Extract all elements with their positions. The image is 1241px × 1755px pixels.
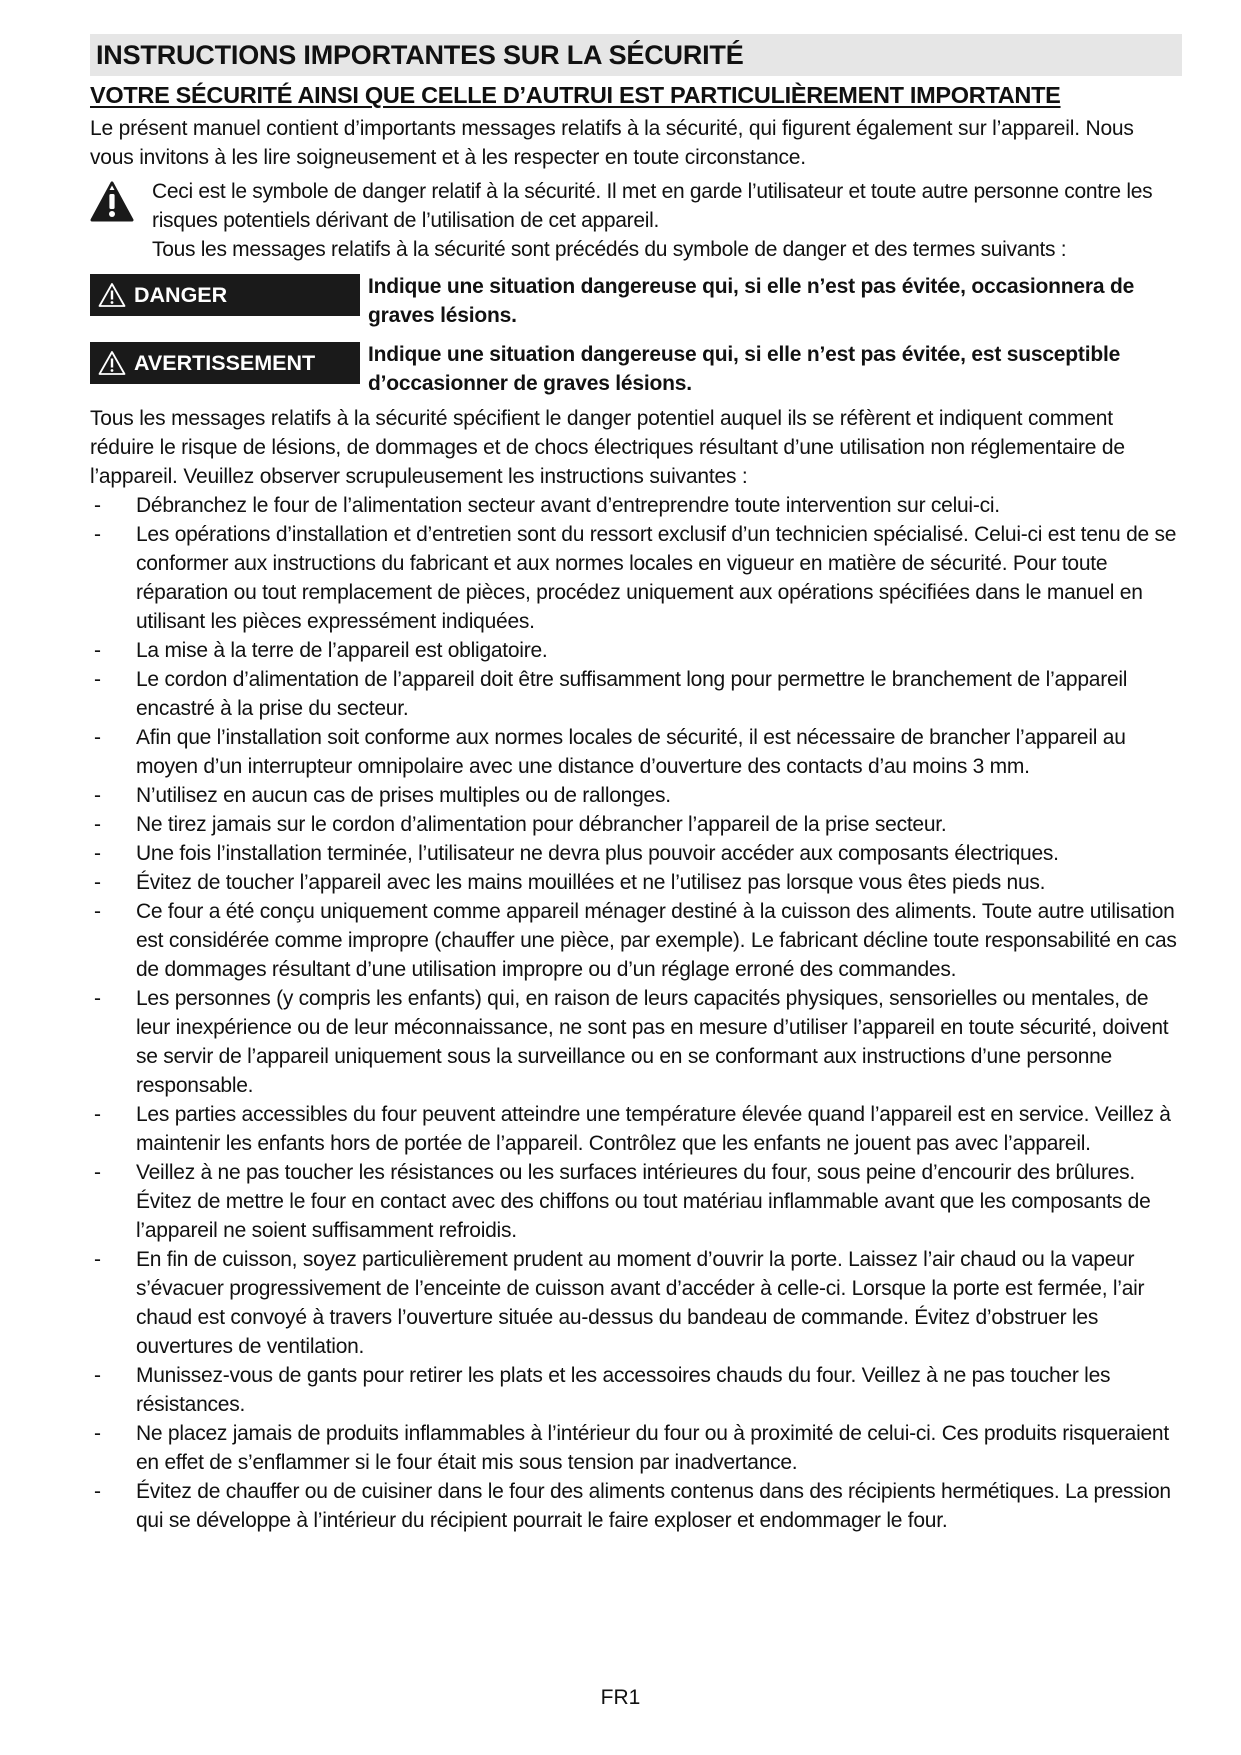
list-item: - Évitez de toucher l’appareil avec les mains mouillées et ne l’utilisez pas lorsque vous êtes pieds nus. [94, 871, 1046, 894]
list-item: - En fin de cuisson, soyez particulièrement prudent au moment d’ouvrir la porte. Laissez l’air chaud ou la vapeur s’évacuer progressivement de l’enceinte de cuisson avant d’accéder à celle-ci. Lorsque la porte est fermée, l’air chaud est convoyé à travers l’ouverture située au-dessus du bandeau de commande. Évitez d’obstruer les ouvertures de ventilation. [94, 1248, 1145, 1358]
list-item: - Une fois l’installation terminée, l’utilisateur ne devra plus pouvoir accéder aux composants électriques. [94, 842, 1059, 865]
rules-intro-paragraph: Tous les messages relatifs à la sécurité spécifient le danger potentiel auquel ils se réfèrent et indiquent comment réduire le risque de lésions, de dommages et de chocs électriques résultant d’une utilisation non réglementaire de l’appareil. Veuillez observer scrupuleusement les instructions suivantes : [90, 407, 1125, 488]
warning-description: Indique une situation dangereuse qui, si elle n’est pas évitée, est susceptible d’occasionner de graves lésions. [368, 343, 1121, 395]
danger-label [90, 274, 360, 316]
warning-triangle-icon [90, 177, 152, 264]
list-item: - Munissez-vous de gants pour retirer les plats et les accessoires chauds du four. Veillez à ne pas toucher les résistances. [94, 1364, 1111, 1416]
list-item: - Les opérations d’installation et d’entretien sont du ressort exclusif d’un technicien spécialisé. Celui-ci est tenu de se conformer aux instructions du fabricant et aux normes locales en vigueur en matière de sécurité. Pour toute réparation ou tout remplacement de pièces, procédez uniquement aux opérations spécifiées dans le manuel en utilisant les pièces expressément indiquées. [94, 523, 1177, 633]
list-item: - Débranchez le four de l’alimentation secteur avant d’entreprendre toute intervention sur celui-ci. [94, 494, 1000, 517]
list-item: - Les parties accessibles du four peuvent atteindre une température élevée quand l’appareil est en service. Veillez à maintenir les enfants hors de portée de l’appareil. Contrôlez que les enfants ne jouent pas avec l’appareil. [94, 1103, 1171, 1155]
list-item: - N’utilisez en aucun cas de prises multiples ou de rallonges. [94, 784, 671, 807]
section-subtitle: VOTRE SÉCURITÉ AINSI QUE CELLE D’AUTRUI EST PARTICULIÈREMENT IMPORTANTE [90, 82, 1061, 108]
list-item: - Le cordon d’alimentation de l’appareil doit être suffisamment long pour permettre le branchement de l’appareil encastré à la prise du secteur. [94, 668, 1128, 720]
list-item: - Évitez de chauffer ou de cuisiner dans le four des aliments contenus dans des récipients hermétiques. La pression qui se développe à l’intérieur du récipient pourrait le faire exploser et endommager le four. [94, 1480, 1171, 1532]
warning-label [90, 342, 360, 384]
signal-row-danger [90, 272, 1182, 330]
list-item: - Ce four a été conçu uniquement comme appareil ménager destiné à la cuisson des aliments. Toute autre utilisation est considérée comme impropre (chauffer une pièce, par exemple). Le fabricant décline toute responsabilité en cas de dommages résultant d’une utilisation impropre ou d’un réglage erroné des commandes. [94, 900, 1177, 981]
signal-words-intro: Tous les messages relatifs à la sécurité sont précédés du symbole de danger et des termes suivants : [152, 238, 1067, 261]
page-number: FR1 [600, 1686, 641, 1709]
warning-triangle-outline-icon [98, 350, 126, 376]
list-item: - Les personnes (y compris les enfants) qui, en raison de leurs capacités physiques, sensorielles ou mentales, de leur inexpérience ou de leur méconnaissance, ne sont pas en mesure d’utiliser l’appareil en toute sécurité, doivent se servir de l’appareil uniquement sous la surveillance ou en se conformant aux instructions d’une personne responsable. [94, 987, 1169, 1097]
warning-label-text: AVERTISSEMENT [134, 350, 316, 375]
danger-symbol-block [90, 177, 1182, 264]
symbol-description: Ceci est le symbole de danger relatif à la sécurité. Il met en garde l’utilisateur et toute autre personne contre les risques potentiels dérivant de l’utilisation de cet appareil. [152, 180, 1153, 232]
page-title: INSTRUCTIONS IMPORTANTES SUR LA SÉCURITÉ [90, 34, 1182, 76]
safety-instructions-list [90, 491, 1182, 1535]
document-page [90, 34, 1182, 1535]
signal-row-warning [90, 340, 1182, 398]
list-item: - La mise à la terre de l’appareil est obligatoire. [94, 639, 548, 662]
danger-symbol-explanation [152, 177, 1182, 264]
list-item: - Ne tirez jamais sur le cordon d’alimentation pour débrancher l’appareil de la prise secteur. [94, 813, 947, 836]
list-item: - Afin que l’installation soit conforme aux normes locales de sécurité, il est nécessaire de brancher l’appareil au moyen d’un interrupteur omnipolaire avec une distance d’ouverture des contacts d’au moins 3 mm. [94, 726, 1126, 778]
danger-description: Indique une situation dangereuse qui, si elle n’est pas évitée, occasionnera de graves lésions. [368, 275, 1135, 327]
list-item: - Veillez à ne pas toucher les résistances ou les surfaces intérieures du four, sous peine d’encourir des brûlures. Évitez de mettre le four en contact avec des chiffons ou tout matériau inflammable avant que les composants de l’appareil ne soient suffisamment refroidis. [94, 1161, 1151, 1242]
intro-paragraph: Le présent manuel contient d’importants messages relatifs à la sécurité, qui figurent également sur l’appareil. Nous vous invitons à les lire soigneusement et à les respecter en toute circonstance. [90, 117, 1134, 169]
list-item: - Ne placez jamais de produits inflammables à l’intérieur du four ou à proximité de celui-ci. Ces produits risqueraient en effet de s’enflammer si le four était mis sous tension par inadvertance. [94, 1422, 1169, 1474]
warning-triangle-outline-icon [98, 282, 126, 308]
danger-label-text: DANGER [134, 282, 228, 307]
